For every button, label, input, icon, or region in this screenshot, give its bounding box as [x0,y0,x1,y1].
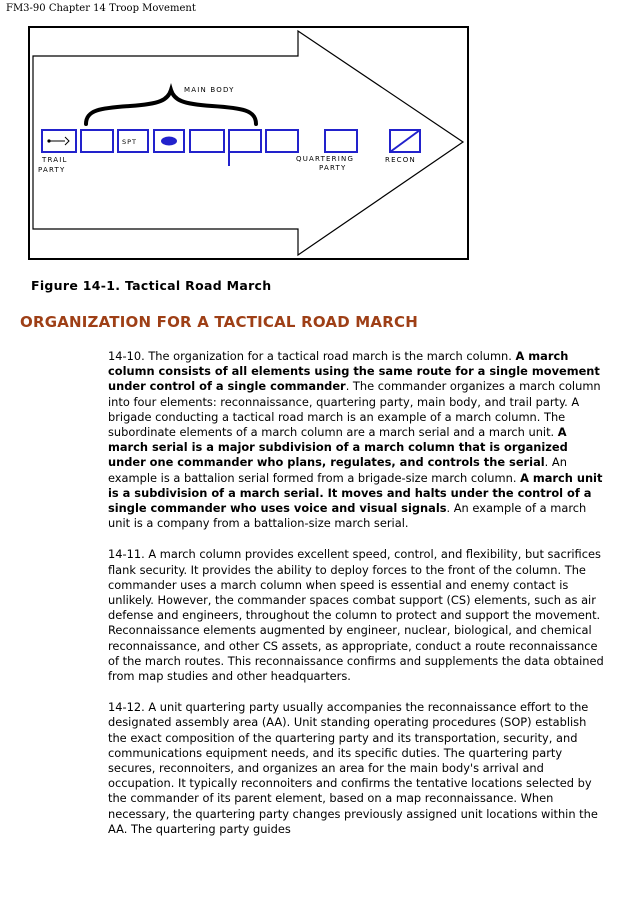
main-body-brace [86,90,256,124]
section-heading: ORGANIZATION FOR A TACTICAL ROAD MARCH [20,313,418,331]
main-body-unit-6 [266,130,298,152]
paragraph-14-12: 14-12. A unit quartering party usually accompanies the reconnaissance effort to the designated assembly area (AA). Unit standing operating procedures (SOP) establish the exact composition of the quartering party and its transportation, security, and communications equipment needs, and its specific duties. The quartering party secures, reconnoiters, and organizes an area for the main body's arrival and occupation. It typically reconnoiters and confirms the tentative locations selected by the commander of its parent element, based on a map reconnaissance. When necessary, the quartering party changes previously assigned unit locations within the AA. The quartering party guides [108,700,598,836]
spt-label: SPT [122,138,138,146]
quartering-party-unit-symbol [325,130,357,152]
para-14-10-intro: 14-10. The organization for a tactical road march is the march column. [108,349,516,363]
trail-party-label-line1: TRAIL [42,156,68,164]
main-body-unit-5 [229,130,261,152]
march-unit-definition: A march unit is a subdivision of a march serial. It moves and halts under the control of a single commander who uses voice and visual signals [108,470,603,516]
recon-label: RECON [385,156,416,164]
march-serial-definition: A march serial is a major subdivision of a march column that is organized under one commander who plans, regulates, and controls the serial [108,425,568,470]
march-direction-arrow [33,31,463,255]
trail-party-symbol-icon [47,137,69,145]
armor-symbol-icon [161,137,177,146]
recon-cavalry-slash [390,130,420,152]
main-body-label: MAIN BODY [184,86,235,94]
paragraph-14-10 [108,349,604,531]
main-body-unit-1 [81,130,113,152]
march-column-definition: A march column consists of all elements using the same route for a single movement under control of a single commander [108,349,600,394]
figure-tactical-road-march [28,26,470,266]
body-text [108,349,604,853]
paragraph-14-11: 14-11. A march column provides excellent speed, control, and flexibility, but sacrifices flank security. It provides the ability to deploy forces to the front of the column. The commander uses a march column when speed is essential and enemy contact is unlikely. However, the commander spaces combat support (CS) elements, such as air defense and engineers, throughout the column to protect and support the movement. Reconnaissance elements augmented by engineer, nuclear, biological, and chemical reconnaissance, and other CS assets, as appropriate, conduct a route reconnaissance of the march routes. This reconnaissance confirms and supplements the data obtained from map studies and other headquarters. [108,547,604,684]
main-body-unit-4 [190,130,224,152]
march-column-diagram [28,26,470,261]
para-14-10-text-4: . An example of a march unit is a company from a battalion-size march serial. [108,501,587,531]
running-header: FM3-90 Chapter 14 Troop Movement [6,3,196,14]
trail-party-label-line2: PARTY [38,166,66,174]
figure-caption: Figure 14-1. Tactical Road March [31,278,272,293]
quartering-party-label-line2: PARTY [319,164,347,172]
quartering-party-label-line1: QUARTERING [296,155,355,163]
para-14-10-text-2: . The commander organizes a march column into four elements: reconnaissance, quartering party, main body, and trail party. A brigade conducting a tactical road march is an example of a march column. The subordinate elements of a march column are a march serial and a march unit. [108,379,601,440]
para-14-10-text-3: . An example is a battalion serial formed from a brigade-size march column. [108,455,567,485]
